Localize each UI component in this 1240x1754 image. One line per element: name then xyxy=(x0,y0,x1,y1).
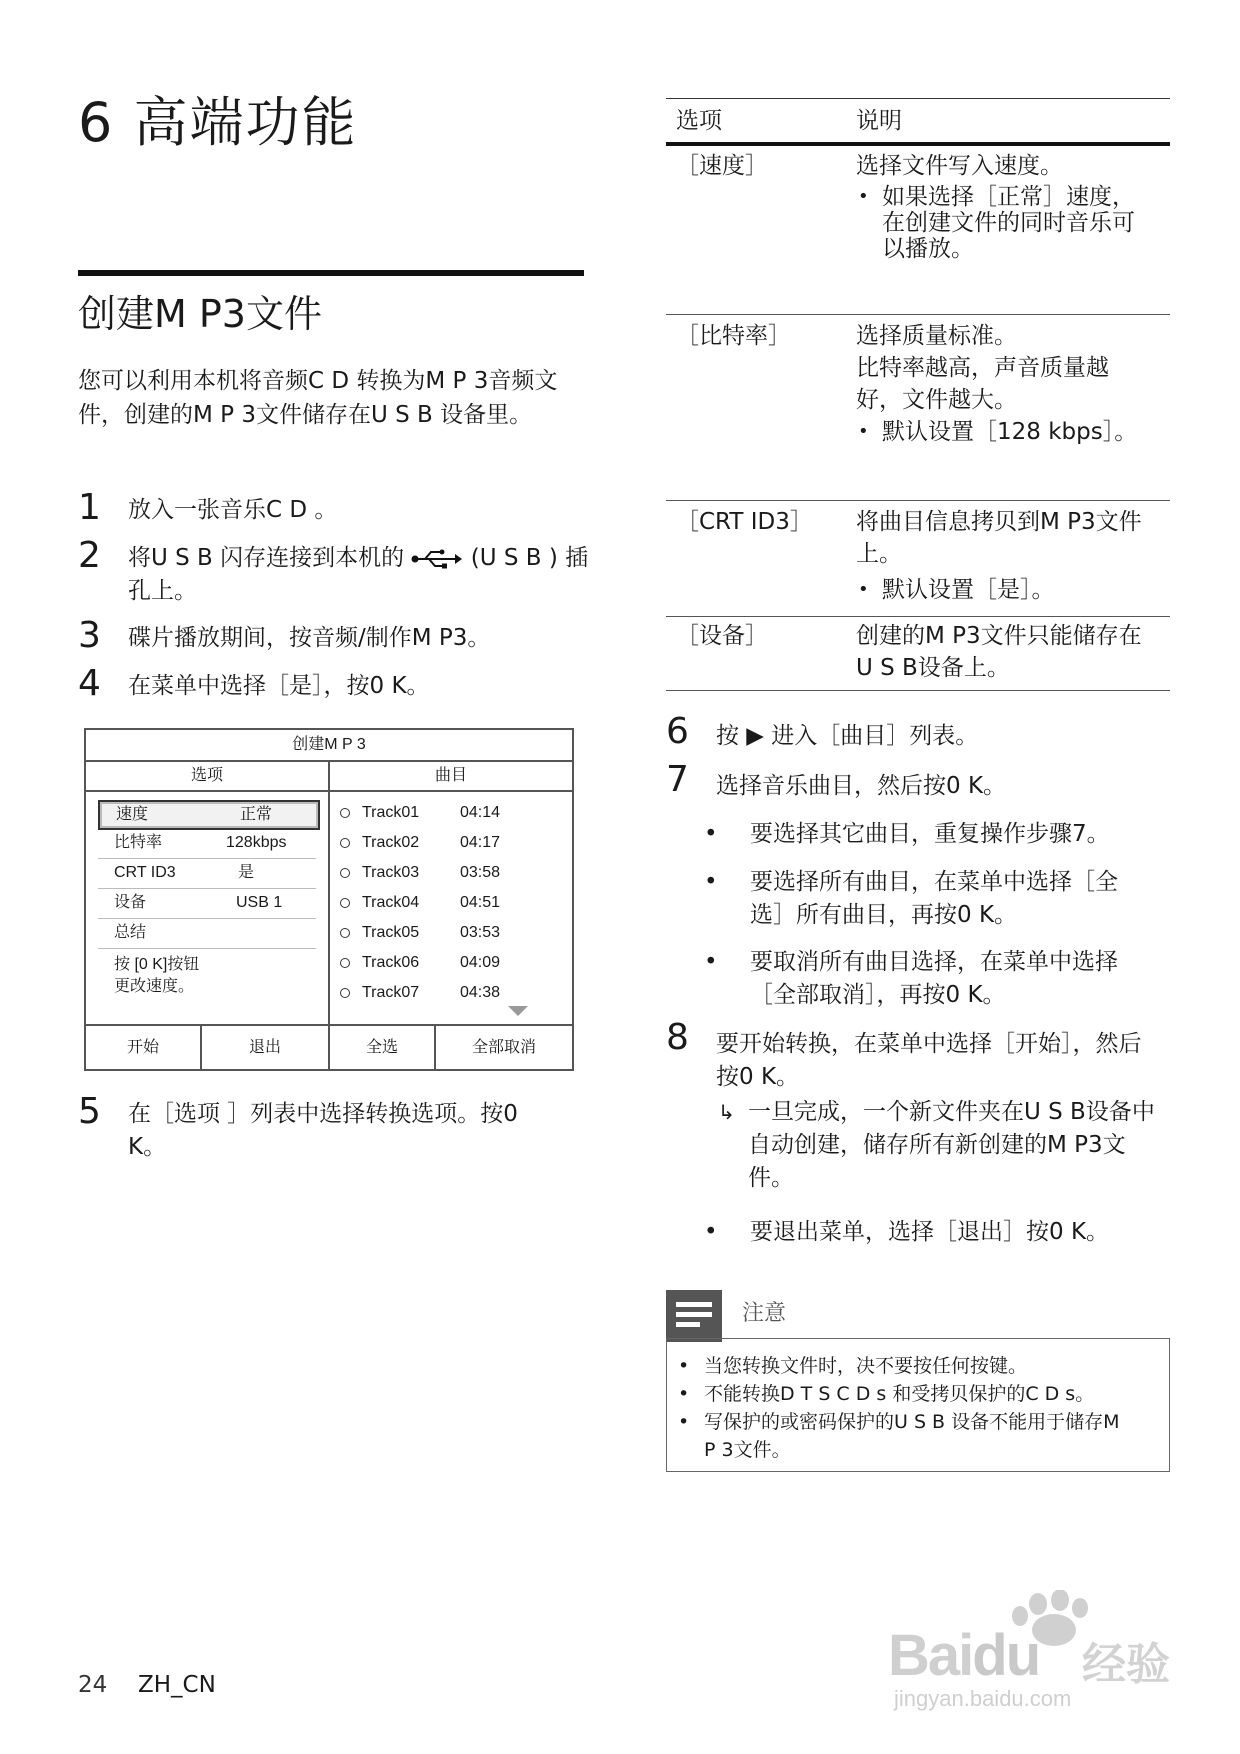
section-title: 创建M P3文件 xyxy=(78,292,322,336)
list-item: 要选择其它曲目，重复操作步骤7。 xyxy=(750,821,1110,847)
step-text: 碟片播放期间，按音频/制作M P3。 xyxy=(128,625,491,651)
option-device[interactable]: 设备 USB 1 xyxy=(114,894,283,911)
step-number: 4 xyxy=(78,663,101,704)
note-icon xyxy=(666,1290,722,1342)
result-text: 一旦完成，一个新文件夹在U S B设备中自动创建，储存所有新创建的M P3文件。 xyxy=(748,1099,1155,1191)
step-number: 7 xyxy=(666,759,689,800)
option-speed[interactable]: 速度 正常 xyxy=(98,800,320,830)
step-text: 要开始转换，在菜单中选择［开始］，然后按0 K。 xyxy=(716,1031,1142,1090)
table-header-desc: 说明 xyxy=(856,108,902,134)
track-item[interactable]: Track06 04:09 xyxy=(338,950,558,976)
section-rule xyxy=(78,270,584,276)
create-mp3-menu xyxy=(84,728,574,1071)
select-all-button[interactable]: 全选 xyxy=(365,1039,398,1056)
table-cell-desc: 将曲目信息拷贝到M P3文件上。 • 默认设置［是］。 xyxy=(856,506,1146,606)
scroll-down-icon[interactable] xyxy=(508,1006,528,1016)
step-number: 6 xyxy=(666,711,689,752)
step-text: 将U S B 闪存连接到本机的 (U S B ) 插孔上。 xyxy=(128,545,589,604)
list-item: 要取消所有曲目选择，在菜单中选择［全部取消］，再按0 K。 xyxy=(750,949,1118,1008)
step-number: 2 xyxy=(78,535,101,576)
track-item[interactable]: Track07 04:38 xyxy=(338,980,558,1006)
language-code: ZH_CN xyxy=(138,1672,216,1698)
list-item: 要选择所有曲目，在菜单中选择［全选］所有曲目，再按0 K。 xyxy=(750,869,1118,928)
note-label: 注意 xyxy=(742,1301,787,1326)
step-text: 选择音乐曲目，然后按0 K。 xyxy=(716,773,1007,799)
table-cell-desc: 选择文件写入速度。 • 如果选择［正常］速度，在创建文件的同时音乐可以播放。 xyxy=(856,150,1156,262)
step-text: 放入一张音乐C D 。 xyxy=(128,497,338,523)
options-header: 选项 xyxy=(86,762,328,792)
step-text: 按 ▶ 进入［曲目］列表。 xyxy=(716,723,979,749)
tracks-header: 曲目 xyxy=(330,762,572,792)
usb-icon xyxy=(411,549,463,569)
table-cell-desc: 选择质量标准。 比特率越高，声音质量越好，文件越大。 • 默认设置［128 kbps］。 xyxy=(856,320,1146,448)
menu-title: 创建M P 3 xyxy=(86,730,572,762)
deselect-all-button[interactable]: 全部取消 xyxy=(471,1039,536,1056)
menu-hint: 按 [0 K]按钮 更改速度。 xyxy=(114,956,200,995)
note-item: 不能转换D T S C D s 和受拷贝保护的C D s。 xyxy=(704,1383,1095,1405)
exit-button[interactable]: 退出 xyxy=(248,1039,281,1056)
track-item[interactable]: Track02 04:17 xyxy=(338,830,558,856)
option-crt-id3[interactable]: CRT ID3 是 xyxy=(114,864,255,881)
step-text: 在［选项 ］列表中选择转换选项。按0 K。 xyxy=(128,1101,518,1160)
step-number: 5 xyxy=(78,1091,101,1132)
table-header-option: 选项 xyxy=(676,108,722,134)
step-number: 1 xyxy=(78,487,101,528)
table-cell-option: ［速度］ xyxy=(676,153,768,179)
option-summary[interactable]: 总结 xyxy=(114,924,147,941)
track-item[interactable]: Track04 04:51 xyxy=(338,890,558,916)
track-item[interactable]: Track05 03:53 xyxy=(338,920,558,946)
baidu-watermark: Baidu 经验 jingyan.baidu.com xyxy=(888,1590,1218,1710)
intro-paragraph: 您可以利用本机将音频C D 转换为M P 3音频文件，创建的M P 3文件储存在U S B 设备里。 xyxy=(78,368,558,428)
chapter-title: 6 高端功能 xyxy=(78,91,358,154)
step-number: 8 xyxy=(666,1017,689,1058)
option-bitrate[interactable]: 比特率 128kbps xyxy=(114,834,287,851)
track-item[interactable]: Track01 04:14 xyxy=(338,800,558,826)
step-number: 3 xyxy=(78,615,101,656)
menu-divider xyxy=(328,762,330,1069)
result-arrow-icon: ↳ xyxy=(718,1100,735,1124)
table-cell-option: ［CRT ID3］ xyxy=(676,509,813,535)
table-cell-option: ［比特率］ xyxy=(676,323,791,349)
note-item: 当您转换文件时，决不要按任何按键。 xyxy=(704,1355,1028,1377)
table-cell-desc: 创建的M P3文件只能储存在U S B设备上。 xyxy=(856,623,1142,681)
table-cell-option: ［设备］ xyxy=(676,623,768,649)
track-item[interactable]: Track03 03:58 xyxy=(338,860,558,886)
page-number: 24 xyxy=(78,1672,108,1698)
list-item: 要退出菜单，选择［退出］按0 K。 xyxy=(750,1219,1110,1245)
step-text: 在菜单中选择［是］，按0 K。 xyxy=(128,673,430,699)
start-button[interactable]: 开始 xyxy=(126,1039,159,1056)
note-item: 写保护的或密码保护的U S B 设备不能用于储存M P 3文件。 xyxy=(704,1411,1120,1461)
